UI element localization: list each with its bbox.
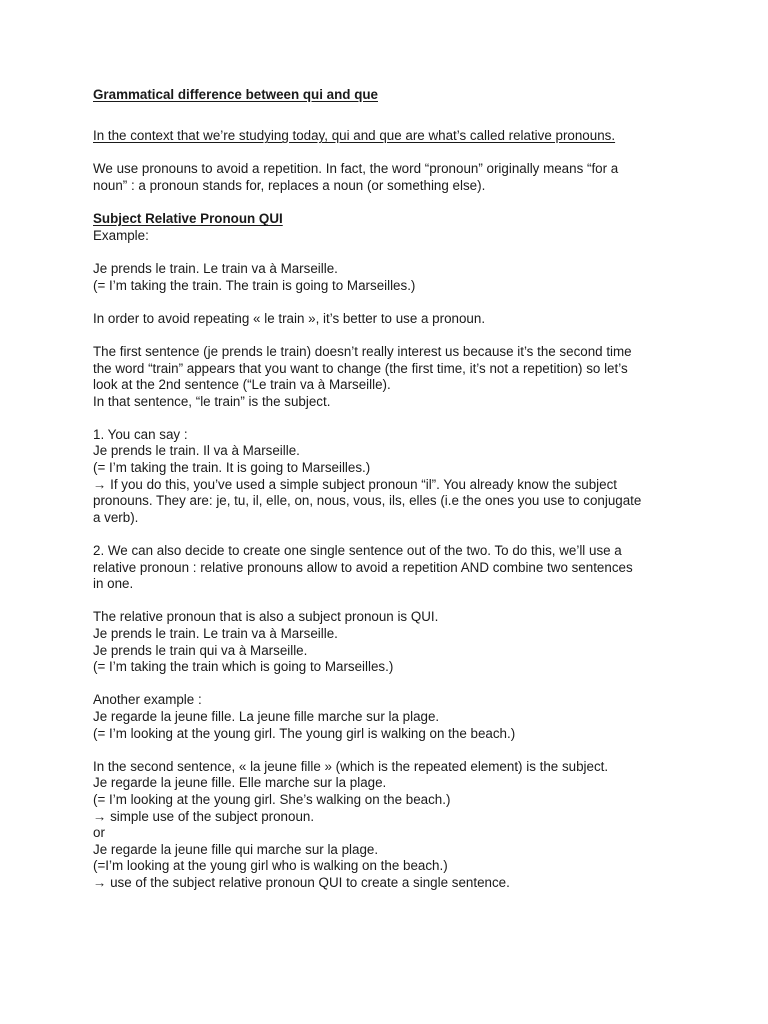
text-line: (=I’m looking at the young girl who is walking on the beach.)	[93, 858, 448, 874]
example-label: Example:	[93, 227, 149, 243]
text-line: (= I’m taking the train. The train is going to Marseilles.)	[93, 277, 416, 293]
text-line: Je regarde la jeune fille. La jeune fille marche sur la plage.	[93, 708, 440, 724]
text-line: We use pronouns to avoid a repetition. In fact, the word “pronoun” originally means “for a	[93, 161, 619, 177]
spacer	[93, 593, 693, 610]
text-line: Je regarde la jeune fille. Elle marche sur la plage.	[93, 775, 387, 791]
text-line: In that sentence, “le train” is the subject.	[93, 393, 331, 409]
text-line: Je prends le train. Il va à Marseille.	[93, 443, 300, 459]
text-line: (= I’m taking the train. It is going to Marseilles.)	[93, 460, 371, 476]
text-line: pronouns. They are: je, tu, il, elle, on, nous, vous, ils, elles (i.e the ones you use to conjugate	[93, 493, 642, 509]
text-line: → If you do this, you’ve used a simple subject pronoun “il”. You already know the subject	[93, 476, 618, 492]
paragraph-avoid-repeating: In order to avoid repeating « le train », it’s better to use a pronoun.	[93, 310, 486, 326]
text-line: → use of the subject relative pronoun QUI to create a single sentence.	[93, 874, 510, 890]
spacer	[93, 120, 693, 128]
spacer	[93, 676, 693, 693]
text-line: the word “train” appears that you want to change (the first time, it’s not a repetition) so let’s	[93, 360, 628, 376]
text-line: The first sentence (je prends le train) doesn’t really interest us because it’s the second time	[93, 343, 632, 359]
text-line: in one.	[93, 576, 134, 592]
spacer	[93, 104, 693, 121]
example-jeune-fille	[93, 692, 693, 742]
example-train	[93, 261, 693, 294]
text-line: Je prends le train. Le train va à Marseille.	[93, 260, 338, 276]
text-line: Je prends le train. Le train va à Marseille.	[93, 626, 338, 641]
text-line: Je regarde la jeune fille qui marche sur la plage.	[93, 841, 379, 857]
document-page	[93, 87, 693, 892]
text-line: 2. We can also decide to create one single sentence out of the two. To do this, we’ll use a	[93, 543, 622, 559]
text-line: Je prends le train qui va à Marseille.	[93, 642, 308, 658]
paragraph-relative-qui	[93, 609, 693, 675]
text-line: or	[93, 825, 105, 841]
text-line: relative pronoun : relative pronouns allow to avoid a repetition AND combine two sentences	[93, 559, 633, 575]
spacer	[93, 294, 693, 311]
spacer	[93, 244, 693, 261]
paragraph-second-sentence	[93, 759, 693, 892]
spacer	[93, 327, 693, 344]
text-line: 1. You can say :	[93, 426, 188, 442]
text-line: → simple use of the subject pronoun.	[93, 808, 315, 824]
spacer	[93, 195, 693, 212]
point-one	[93, 427, 693, 527]
text-line: (= I’m looking at the young girl. She’s walking on the beach.)	[93, 791, 451, 807]
text-line: The relative pronoun that is also a subject pronoun is QUI.	[93, 609, 439, 625]
text-line: noun” : a pronoun stands for, replaces a noun (or something else).	[93, 177, 486, 193]
spacer	[93, 410, 693, 427]
text-line: (= I’m looking at the young girl. The young girl is walking on the beach.)	[93, 725, 516, 741]
text-line: look at the 2nd sentence (“Le train va à Marseille).	[93, 377, 391, 393]
text-line: Another example :	[93, 692, 202, 708]
section-heading: Subject Relative Pronoun QUI	[93, 211, 283, 227]
text-line: (= I’m taking the train which is going to Marseilles.)	[93, 659, 394, 675]
spacer	[93, 526, 693, 543]
paragraph-first-sentence	[93, 344, 693, 410]
paragraph-pronoun-definition	[93, 161, 693, 194]
intro-line: In the context that we’re studying today, qui and que are what’s called relative pronouns.	[93, 128, 616, 144]
point-two	[93, 543, 693, 593]
text-line: In the second sentence, « la jeune fille » (which is the repeated element) is the subject.	[93, 758, 609, 774]
spacer	[93, 145, 693, 162]
document-title: Grammatical difference between qui and que	[93, 87, 378, 102]
spacer	[93, 742, 693, 759]
text-line: a verb).	[93, 509, 139, 525]
